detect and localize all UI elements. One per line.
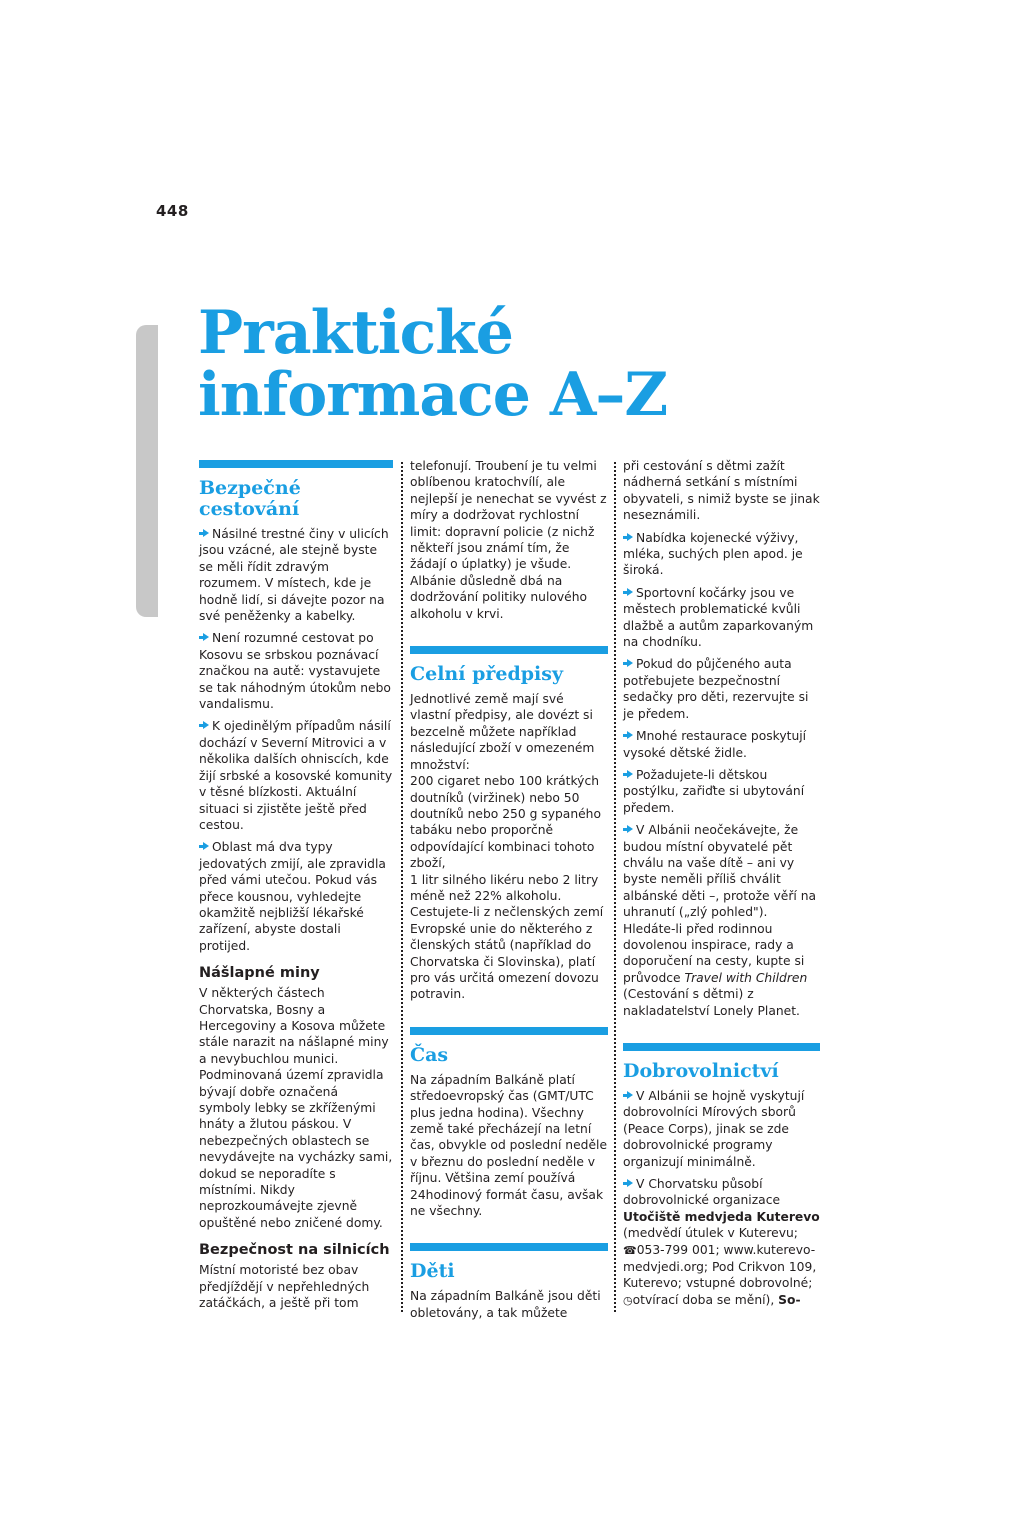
section-bar [199,460,393,468]
section-heading-children: Děti [410,1260,455,1283]
bullet-paragraph: V Albánii neočekávejte, že budou místní obyvatelé pět chválu na vaše dítě – ani vy byste neměli příliš chválit albánské děti –, protože věří na uhranutí („zlý pohled"). Hledáte-li před rodinnou dovolenou inspirace, rady a doporučení na cesty, kupte si průvodce Travel with Children (Cestování s dětmi) z nakladatelství Lonely Planet. [623,823,817,1018]
arrow-icon [199,842,210,851]
paragraph: při cestování s dětmi zažít nádherná setkání s místními obyvateli, s nimiž byste se jinak neseznámili. [623,459,820,523]
bullet-paragraph: Nabídka kojenecké výživy, mléka, suchých plen apod. je široká. [623,530,803,578]
bullet-paragraph: Sportovní kočárky jsou ve městech problematické kvůli dlažbě a autům zaparkovaným na chodníku. [623,585,814,650]
section-heading-volunteering: Dobrovolnictví [623,1060,779,1082]
paragraph: Cestujete-li z nečlenských zemí Evropské unie do některého z členských států (například do Chorvatska či Slovinska), platí pro vás určitá omezení dovozu potravin. [410,905,604,1002]
arrow-icon [199,529,210,538]
section-heading-safety: Bezpečné cestování [199,477,301,520]
organization-name: Utočiště medvjeda Kuterevo [623,1209,820,1224]
paragraph: Na západním Balkáně platí středoevropský čas (GMT/UTC plus jedna hodina). Všechny země také přecházejí na letní čas, obvykle od poslední neděle v březnu do poslední neděle v říjnu. Většina zemí používá 24hodinový formát času, avšak ne všechny. [410,1072,608,1219]
paragraph: Jednotlivé země mají své vlastní předpisy, ale dovézt si bezcelně můžete například následující zboží v omezeném množství: [410,692,595,772]
section-heading-time: Čas [410,1043,449,1066]
arrow-icon [623,731,634,740]
arrow-icon [623,770,634,779]
bullet-paragraph: Není rozumné cestovat po Kosovu se srbskou poznávací značkou na autě: vystavujete se tak náhodným útokům nebo vandalismu. [199,631,391,712]
bullet-paragraph: Pokud do půjčeného auta potřebujete bezpečnostní sedačky pro děti, rezervujte si je předem. [623,657,809,721]
paragraph: Místní motoristé bez obav předjíždějí v nepřehledných zatáčkách, a ještě při tom [199,1263,370,1311]
arrow-icon [623,659,634,668]
column-divider [614,462,616,1312]
title-line-2: informace A–Z [198,360,668,430]
column-3 [623,458,820,1315]
column-1 [199,458,393,1317]
paragraph: 1 litr silného likéru nebo 2 litry méně než 22% alkoholu. [410,872,599,903]
clock-icon: ◷ [623,1293,633,1307]
paragraph: telefonují. Troubení je tu velmi oblíbenou kratochvílí, ale nejlepší je nenechat se vyvést z míry a dodržovat rychlostní limit: dopravní policie (z nichž někteří jsou známí tím, že žádají o úplatky) je všude. Albánie důsledně dbá na dodržování politiky nulového alkoholu v krvi. [410,459,607,621]
section-bar [410,1243,608,1251]
arrow-icon [199,633,210,642]
phone-icon: ☎ [623,1243,637,1257]
paragraph: Na západním Balkáně jsou děti obletovány, a tak můžete [410,1289,601,1320]
arrow-icon [199,721,210,730]
arrow-icon [623,588,634,597]
arrow-icon [623,825,634,834]
subheading-landmines: Nášlapné miny [199,965,320,982]
column-divider [401,462,403,1312]
arrow-icon [623,1179,634,1188]
bullet-paragraph: Oblast má dva typy jedovatých zmijí, ale zpravidla před vámi utečou. Pokud vás přece kousnou, vyhledejte okamžitě nejbližší lékařské zařízení, abyste dostali protijed. [199,840,386,953]
book-title: Travel with Children [684,970,808,985]
bullet-paragraph: V Chorvatsku působí dobrovolnické organizace Utočiště medvjeda Kuterevo (medvědí útulek v Kuterevu; ☎053-799 001; www.kuterevo-medvjedi.org; Pod Crikvon 109, Kuterevo; vstupné dobrovolné; ◷otvírací doba se mění), So- [623,1177,820,1307]
section-bar [410,1027,608,1035]
column-2 [410,458,608,1327]
chapter-tab [136,325,158,617]
arrow-icon [623,533,634,542]
bullet-paragraph: Násilné trestné činy v ulicích jsou vzácné, ale stejně byste se měli řídit zdravým rozumem. V místech, kde je hodně lidí, si dávejte pozor na své peněženky a kabelky. [199,527,389,624]
page-title [198,298,668,430]
paragraph: 200 cigaret nebo 100 krátkých doutníků (viržinek) nebo 50 doutníků nebo 250 g sypaného tabáku nebo proporčně odpovídající kombinaci tohoto zboží, [410,774,601,871]
bullet-paragraph: Mnohé restaurace poskytují vysoké dětské židle. [623,729,807,760]
subheading-road-safety: Bezpečnost na silnicích [199,1242,390,1259]
arrow-icon [623,1091,634,1100]
bullet-paragraph: K ojedinělým případům násilí dochází v Severní Mitrovici a v několika dalších ohniscích, kde žijí srbské a kosovské komunity v těsné blízkosti. Aktuální situaci si zjistěte ještě před cestou. [199,719,393,832]
bullet-paragraph: V Albánii se hojně vyskytují dobrovolníci Mírových sborů (Peace Corps), jinak se zde dobrovolnické programy organizují minimálně. [623,1089,805,1169]
section-bar [410,646,608,654]
section-heading-customs: Celní předpisy [410,663,563,686]
bullet-paragraph: Požadujete-li dětskou postýlku, zařiďte si ubytování předem. [623,767,805,815]
title-line-1: Praktické [198,298,513,368]
page-number: 448 [156,202,189,220]
paragraph: V některých částech Chorvatska, Bosny a Hercegoviny a Kosova můžete stále narazit na nášlapné miny a nevybuchlou munici. Podminovaná území zpravidla bývají dobře označená symboly lebky se zkříženými hnáty a žlutou páskou. V nebezpečných oblastech se nevydávejte na vycházky sami, dokud se neporadíte s místními. Nikdy neprozkoumávejte zjevně opuštěné nebo zničené domy. [199,986,393,1230]
section-bar [623,1043,820,1051]
